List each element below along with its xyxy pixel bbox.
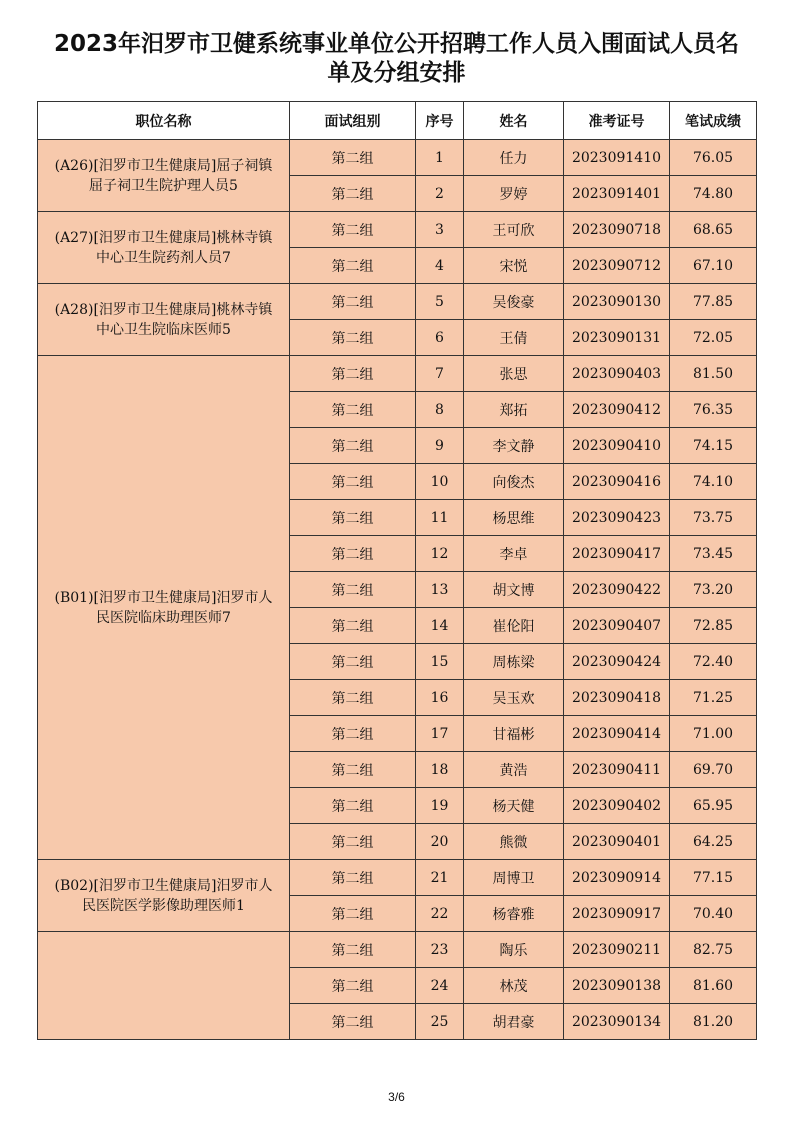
row-number: 9 [416,428,464,464]
written-score: 70.40 [670,896,757,932]
position-cell [38,212,290,284]
row-number: 14 [416,608,464,644]
candidate-name: 杨睿雅 [464,896,564,932]
written-score: 73.45 [670,536,757,572]
written-score: 81.50 [670,356,757,392]
candidate-name: 胡文博 [464,572,564,608]
header-score: 笔试成绩 [670,102,757,140]
exam-id: 2023091410 [564,140,670,176]
interview-group: 第二组 [290,788,416,824]
exam-id: 2023090917 [564,896,670,932]
row-number: 19 [416,788,464,824]
candidate-name: 崔伦阳 [464,608,564,644]
interview-group: 第二组 [290,356,416,392]
exam-id: 2023090718 [564,212,670,248]
written-score: 81.60 [670,968,757,1004]
row-number: 11 [416,500,464,536]
interview-group: 第二组 [290,140,416,176]
position-name-line: 中心卫生院临床医师5 [96,321,231,338]
title-line-1: 2023年汨罗市卫健系统事业单位公开招聘工作人员入围面试人员名 [53,31,739,57]
header-position: 职位名称 [38,102,290,140]
header-row [38,102,757,140]
interview-table [37,101,757,1040]
position-name-line: 中心卫生院药剂人员7 [96,249,231,266]
exam-id: 2023090914 [564,860,670,896]
interview-group: 第二组 [290,320,416,356]
candidate-name: 宋悦 [464,248,564,284]
candidate-name: 胡君豪 [464,1004,564,1040]
header-exam-id: 准考证号 [564,102,670,140]
row-number: 16 [416,680,464,716]
header-no: 序号 [416,102,464,140]
candidate-name: 吴玉欢 [464,680,564,716]
row-number: 18 [416,752,464,788]
candidate-name: 张思 [464,356,564,392]
candidate-name: 杨天健 [464,788,564,824]
interview-group: 第二组 [290,644,416,680]
row-number: 3 [416,212,464,248]
position-cell [38,356,290,860]
candidate-name: 郑拓 [464,392,564,428]
exam-id: 2023090414 [564,716,670,752]
position-name-line: 民医院医学影像助理医师1 [82,897,245,914]
row-number: 12 [416,536,464,572]
exam-id: 2023090401 [564,824,670,860]
interview-group: 第二组 [290,824,416,860]
position-cell [38,860,290,932]
written-score: 76.35 [670,392,757,428]
candidate-name: 吴俊豪 [464,284,564,320]
written-score: 74.10 [670,464,757,500]
exam-id: 2023090424 [564,644,670,680]
candidate-name: 任力 [464,140,564,176]
exam-id: 2023090402 [564,788,670,824]
exam-id: 2023090411 [564,752,670,788]
exam-id: 2023090410 [564,428,670,464]
written-score: 82.75 [670,932,757,968]
table-row [38,284,757,320]
row-number: 25 [416,1004,464,1040]
written-score: 64.25 [670,824,757,860]
table-row [38,140,757,176]
row-number: 1 [416,140,464,176]
interview-group: 第二组 [290,932,416,968]
interview-group: 第二组 [290,1004,416,1040]
interview-group: 第二组 [290,860,416,896]
candidate-name: 周博卫 [464,860,564,896]
header-name: 姓名 [464,102,564,140]
header-group: 面试组别 [290,102,416,140]
table-row [38,932,757,968]
exam-id: 2023090138 [564,968,670,1004]
exam-id: 2023090712 [564,248,670,284]
interview-group: 第二组 [290,608,416,644]
row-number: 7 [416,356,464,392]
written-score: 81.20 [670,1004,757,1040]
exam-id: 2023091401 [564,176,670,212]
candidate-name: 陶乐 [464,932,564,968]
written-score: 72.85 [670,608,757,644]
position-name-line: (B02)[汨罗市卫生健康局]汨罗市人 [54,877,273,894]
candidate-name: 杨思维 [464,500,564,536]
interview-group: 第二组 [290,896,416,932]
written-score: 73.75 [670,500,757,536]
row-number: 21 [416,860,464,896]
candidate-name: 熊微 [464,824,564,860]
written-score: 71.25 [670,680,757,716]
row-number: 5 [416,284,464,320]
candidate-name: 周栋梁 [464,644,564,680]
candidate-name: 黄浩 [464,752,564,788]
exam-id: 2023090131 [564,320,670,356]
exam-id: 2023090422 [564,572,670,608]
interview-group: 第二组 [290,680,416,716]
row-number: 15 [416,644,464,680]
interview-group: 第二组 [290,176,416,212]
interview-group: 第二组 [290,968,416,1004]
candidate-name: 李卓 [464,536,564,572]
table-row [38,212,757,248]
written-score: 77.85 [670,284,757,320]
row-number: 13 [416,572,464,608]
position-name-line: 屈子祠卫生院护理人员5 [89,177,238,194]
row-number: 23 [416,932,464,968]
exam-id: 2023090418 [564,680,670,716]
interview-group: 第二组 [290,716,416,752]
title-line-2: 单及分组安排 [327,60,466,86]
exam-id: 2023090416 [564,464,670,500]
written-score: 77.15 [670,860,757,896]
position-cell [38,140,290,212]
written-score: 69.70 [670,752,757,788]
row-number: 10 [416,464,464,500]
row-number: 4 [416,248,464,284]
interview-group: 第二组 [290,500,416,536]
position-name-line: (A28)[汨罗市卫生健康局]桃林寺镇 [54,301,273,318]
exam-id: 2023090134 [564,1004,670,1040]
interview-group: 第二组 [290,248,416,284]
exam-id: 2023090412 [564,392,670,428]
interview-group: 第二组 [290,536,416,572]
row-number: 24 [416,968,464,1004]
position-name-line: (A27)[汨罗市卫生健康局]桃林寺镇 [54,229,273,246]
written-score: 71.00 [670,716,757,752]
interview-group: 第二组 [290,572,416,608]
interview-group: 第二组 [290,284,416,320]
candidate-name: 罗婷 [464,176,564,212]
written-score: 67.10 [670,248,757,284]
exam-id: 2023090130 [564,284,670,320]
page-number: 3/6 [388,1090,405,1104]
page-title [0,30,793,88]
table-row [38,860,757,896]
written-score: 74.80 [670,176,757,212]
candidate-name: 林茂 [464,968,564,1004]
interview-group: 第二组 [290,212,416,248]
written-score: 74.15 [670,428,757,464]
written-score: 65.95 [670,788,757,824]
candidate-name: 向俊杰 [464,464,564,500]
position-name-line: 民医院临床助理医师7 [96,609,231,626]
interview-group: 第二组 [290,752,416,788]
written-score: 68.65 [670,212,757,248]
row-number: 22 [416,896,464,932]
table-row [38,356,757,392]
exam-id: 2023090407 [564,608,670,644]
interview-group: 第二组 [290,464,416,500]
written-score: 76.05 [670,140,757,176]
interview-group: 第二组 [290,392,416,428]
candidate-name: 李文静 [464,428,564,464]
exam-id: 2023090403 [564,356,670,392]
written-score: 72.05 [670,320,757,356]
written-score: 73.20 [670,572,757,608]
row-number: 2 [416,176,464,212]
position-cell [38,932,290,1040]
exam-id: 2023090423 [564,500,670,536]
row-number: 8 [416,392,464,428]
position-cell [38,284,290,356]
row-number: 6 [416,320,464,356]
written-score: 72.40 [670,644,757,680]
row-number: 17 [416,716,464,752]
candidate-name: 王可欣 [464,212,564,248]
exam-id: 2023090211 [564,932,670,968]
position-name-line: (A26)[汨罗市卫生健康局]屈子祠镇 [54,157,273,174]
exam-id: 2023090417 [564,536,670,572]
interview-group: 第二组 [290,428,416,464]
candidate-name: 甘福彬 [464,716,564,752]
position-name-line: (B01)[汨罗市卫生健康局]汨罗市人 [54,589,273,606]
row-number: 20 [416,824,464,860]
candidate-name: 王倩 [464,320,564,356]
